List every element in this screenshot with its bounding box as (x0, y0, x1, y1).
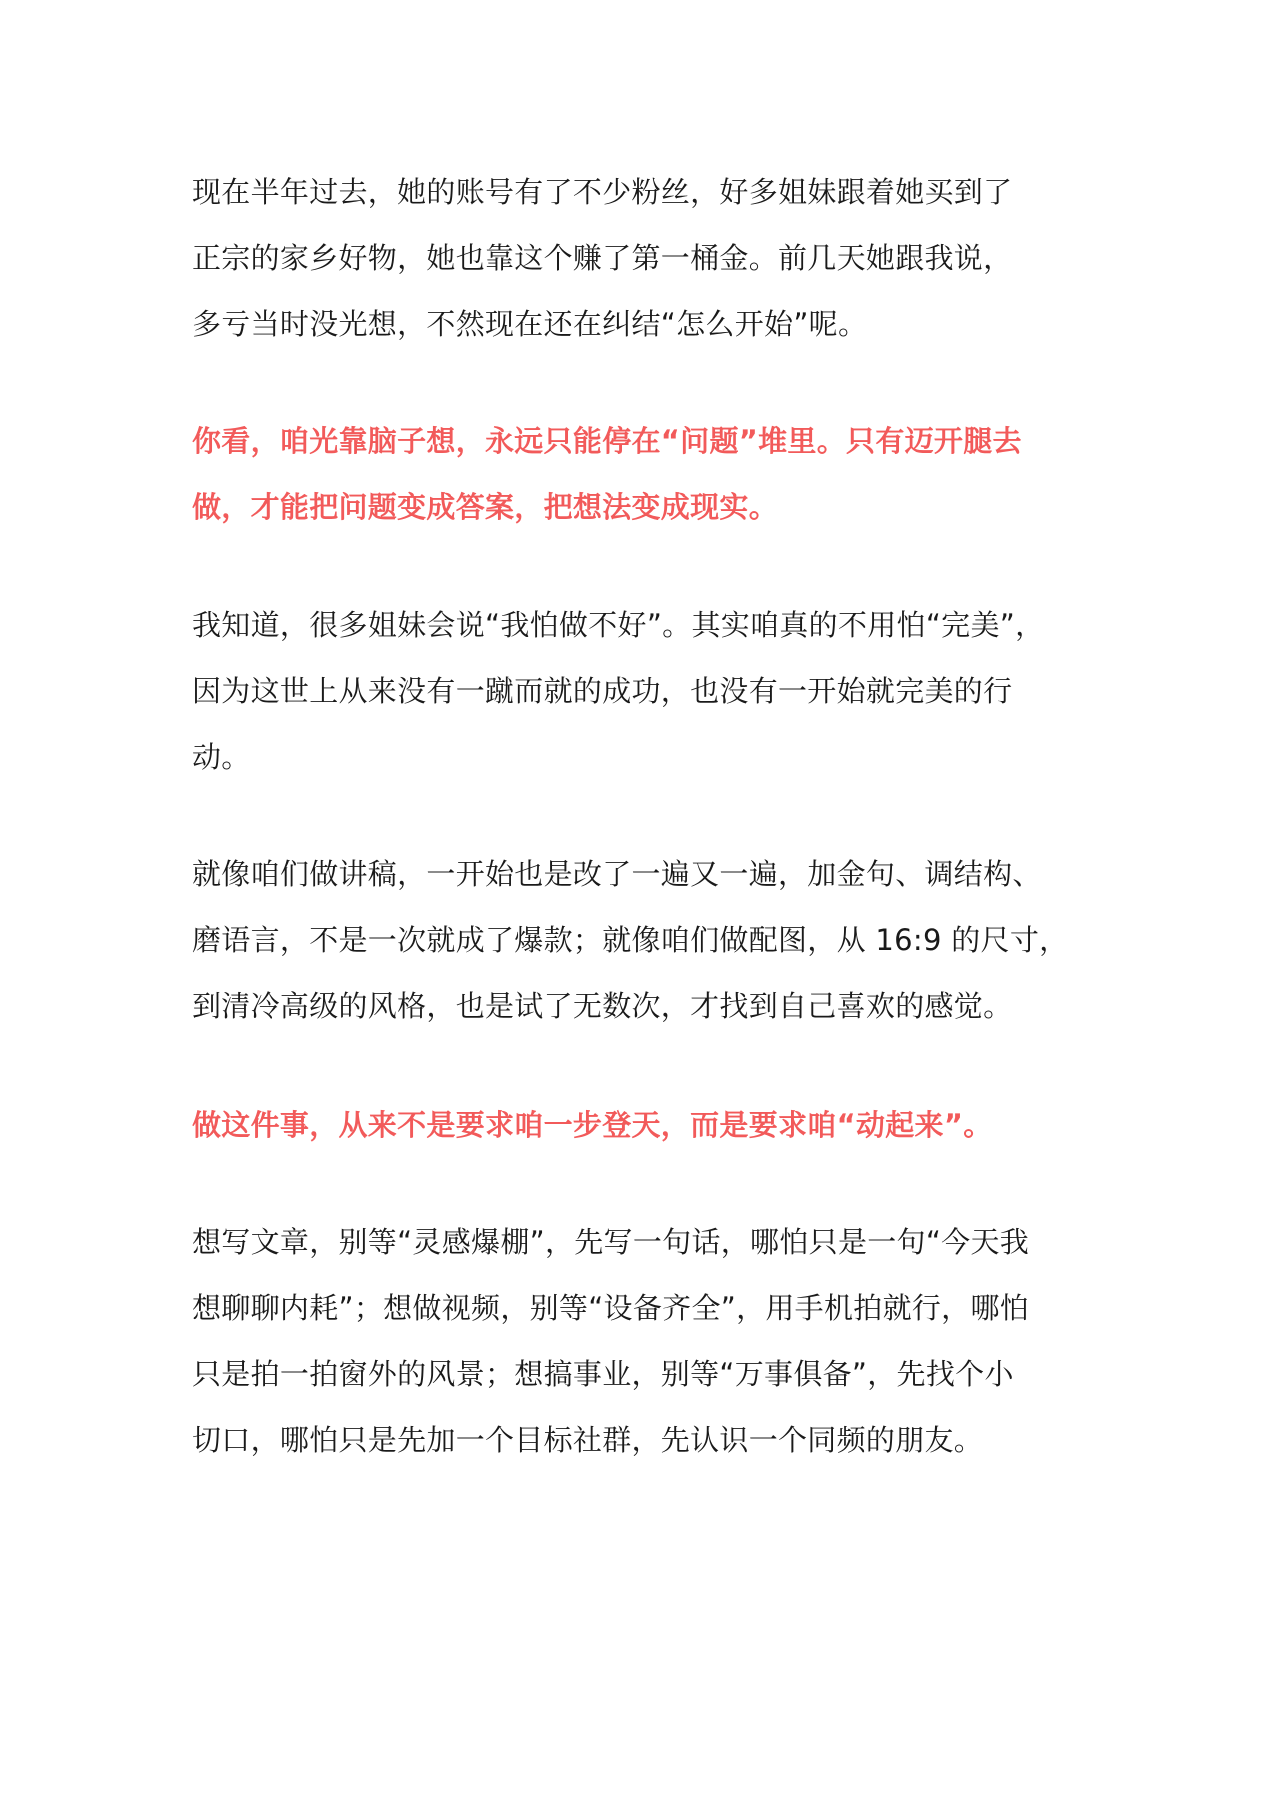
paragraph-line: 我知道，很多姐妹会说“我怕做不好”。其实咱真的不用怕“完美”， (192, 608, 1045, 642)
paragraph-line: 磨语言，不是一次就成了爆款；就像咱们做配图，从 16:9 的尺寸， (192, 923, 1069, 957)
paragraph-line: 只是拍一拍窗外的风景；想搞事业，别等“万事俱备”，先找个小 (192, 1357, 1014, 1391)
paragraph-line: 做，才能把问题变成答案，把想法变成现实。 (192, 490, 779, 524)
paragraph-line: 正宗的家乡好物，她也靠这个赚了第一桶金。前几天她跟我说， (192, 241, 1013, 275)
paragraph-2 (192, 592, 1092, 790)
highlight-paragraph-1 (192, 408, 1092, 540)
paragraph-3 (192, 841, 1092, 1039)
paragraph-line: 切口，哪怕只是先加一个目标社群，先认识一个同频的朋友。 (192, 1423, 984, 1457)
paragraph-1 (192, 159, 1092, 357)
highlight-paragraph-2 (192, 1092, 1092, 1158)
paragraph-line: 想聊聊内耗”；想做视频，别等“设备齐全”，用手机拍就行，哪怕 (192, 1291, 1030, 1325)
paragraph-line: 做这件事，从来不是要求咱一步登天，而是要求咱“动起来”。 (192, 1108, 993, 1142)
paragraph-line: 动。 (192, 740, 251, 774)
paragraph-line: 你看，咱光靠脑子想，永远只能停在“问题”堆里。只有迈开腿去 (192, 424, 1022, 458)
paragraph-line: 就像咱们做讲稿，一开始也是改了一遍又一遍，加金句、调结构、 (192, 857, 1042, 891)
paragraph-line: 多亏当时没光想，不然现在还在纠结“怎么开始”呢。 (192, 307, 868, 341)
paragraph-line: 因为这世上从来没有一蹴而就的成功，也没有一开始就完美的行 (192, 674, 1013, 708)
paragraph-line: 想写文章，别等“灵感爆棚”，先写一句话，哪怕只是一句“今天我 (192, 1225, 1030, 1259)
paragraph-line: 现在半年过去，她的账号有了不少粉丝，好多姐妹跟着她买到了 (192, 175, 1013, 209)
paragraph-line: 到清冷高级的风格，也是试了无数次，才找到自己喜欢的感觉。 (192, 989, 1013, 1023)
paragraph-4 (192, 1209, 1092, 1473)
